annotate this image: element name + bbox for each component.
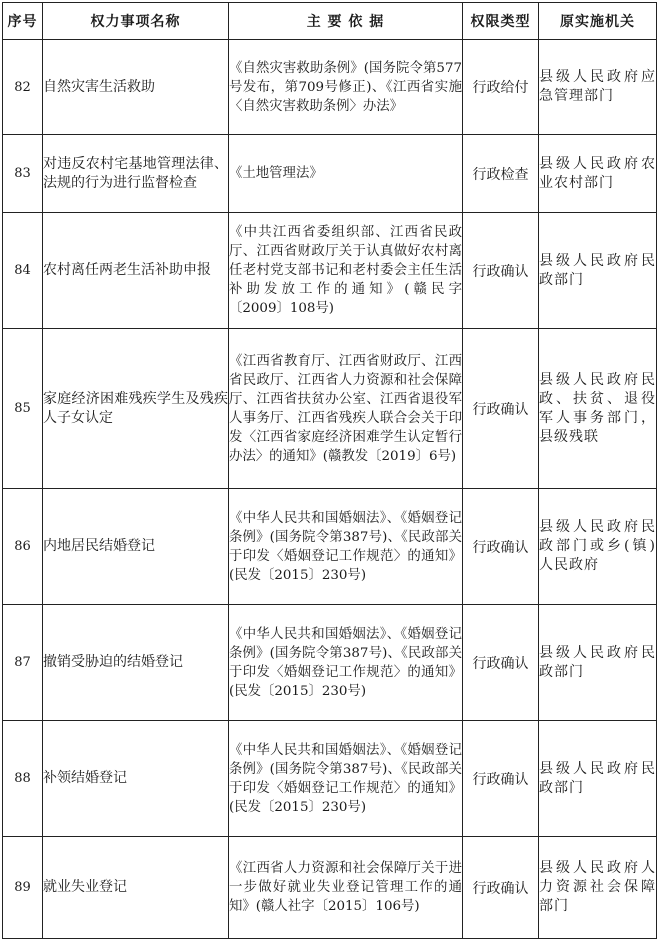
table-row	[3, 605, 657, 721]
implementing-org: 县级人民政府应急管理部门	[539, 40, 657, 135]
item-name: 农村离任两老生活补助申报	[43, 213, 229, 329]
header-type: 权限类型	[463, 3, 539, 40]
table-row	[3, 40, 657, 135]
table-row	[3, 721, 657, 837]
item-name: 家庭经济困难残疾学生及残疾人子女认定	[43, 329, 229, 489]
item-name: 自然灾害生活救助	[43, 40, 229, 135]
item-name: 对违反农村宅基地管理法律、法规的行为进行监督检查	[43, 135, 229, 213]
power-type: 行政确认	[463, 837, 539, 939]
header-row	[3, 3, 657, 40]
table-row	[3, 135, 657, 213]
implementing-org: 县级人民政府农业农村部门	[539, 135, 657, 213]
power-type: 行政给付	[463, 40, 539, 135]
row-number: 86	[3, 489, 43, 605]
power-type: 行政确认	[463, 329, 539, 489]
table-row	[3, 329, 657, 489]
item-name: 撤销受胁迫的结婚登记	[43, 605, 229, 721]
row-number: 87	[3, 605, 43, 721]
row-number: 84	[3, 213, 43, 329]
power-type: 行政确认	[463, 489, 539, 605]
table-row	[3, 213, 657, 329]
legal-basis: 《土地管理法》	[229, 135, 463, 213]
table-row	[3, 837, 657, 939]
implementing-org: 县级人民政府民政部门或乡(镇)人民政府	[539, 489, 657, 605]
power-list-table	[2, 2, 657, 939]
row-number: 85	[3, 329, 43, 489]
legal-basis: 《中华人民共和国婚姻法》、《婚姻登记条例》(国务院令第387号)、《民政部关于印发〈婚姻登记工作规范〉的通知》(民发〔2015〕230号)	[229, 489, 463, 605]
row-number: 82	[3, 40, 43, 135]
power-type: 行政检查	[463, 135, 539, 213]
legal-basis: 《中华人民共和国婚姻法》、《婚姻登记条例》(国务院令第387号)、《民政部关于印发〈婚姻登记工作规范〉的通知》(民发〔2015〕230号)	[229, 721, 463, 837]
header-basis: 主 要 依 据	[229, 3, 463, 40]
item-name: 就业失业登记	[43, 837, 229, 939]
implementing-org: 县级人民政府民政部门	[539, 213, 657, 329]
legal-basis: 《自然灾害救助条例》(国务院令第577号发布，第709号修正)、《江西省实施〈自然灾害救助条例〉办法》	[229, 40, 463, 135]
implementing-org: 县级人民政府民政、扶贫、退役军人事务部门，县级残联	[539, 329, 657, 489]
power-type: 行政确认	[463, 213, 539, 329]
header-num: 序号	[3, 3, 43, 40]
table-row	[3, 489, 657, 605]
row-number: 83	[3, 135, 43, 213]
implementing-org: 县级人民政府人力资源社会保障部门	[539, 837, 657, 939]
header-name: 权力事项名称	[43, 3, 229, 40]
row-number: 89	[3, 837, 43, 939]
implementing-org: 县级人民政府民政部门	[539, 721, 657, 837]
legal-basis: 《江西省教育厅、江西省财政厅、江西省民政厅、江西省人力资源和社会保障厅、江西省扶贫办公室、江西省退役军人事务厅、江西省残疾人联合会关于印发〈江西省家庭经济困难学生认定暂行办法〉的通知》(赣教发〔2019〕6号)	[229, 329, 463, 489]
legal-basis: 《中共江西省委组织部、江西省民政厅、江西省财政厅关于认真做好农村离任老村党支部书记和老村委会主任生活补助发放工作的通知》(赣民字〔2009〕108号)	[229, 213, 463, 329]
power-type: 行政确认	[463, 721, 539, 837]
implementing-org: 县级人民政府民政部门	[539, 605, 657, 721]
item-name: 内地居民结婚登记	[43, 489, 229, 605]
header-org: 原实施机关	[539, 3, 657, 40]
item-name: 补领结婚登记	[43, 721, 229, 837]
legal-basis: 《中华人民共和国婚姻法》、《婚姻登记条例》(国务院令第387号)、《民政部关于印发〈婚姻登记工作规范〉的通知》(民发〔2015〕230号)	[229, 605, 463, 721]
legal-basis: 《江西省人力资源和社会保障厅关于进一步做好就业失业登记管理工作的通知》(赣人社字〔2015〕106号)	[229, 837, 463, 939]
power-type: 行政确认	[463, 605, 539, 721]
row-number: 88	[3, 721, 43, 837]
